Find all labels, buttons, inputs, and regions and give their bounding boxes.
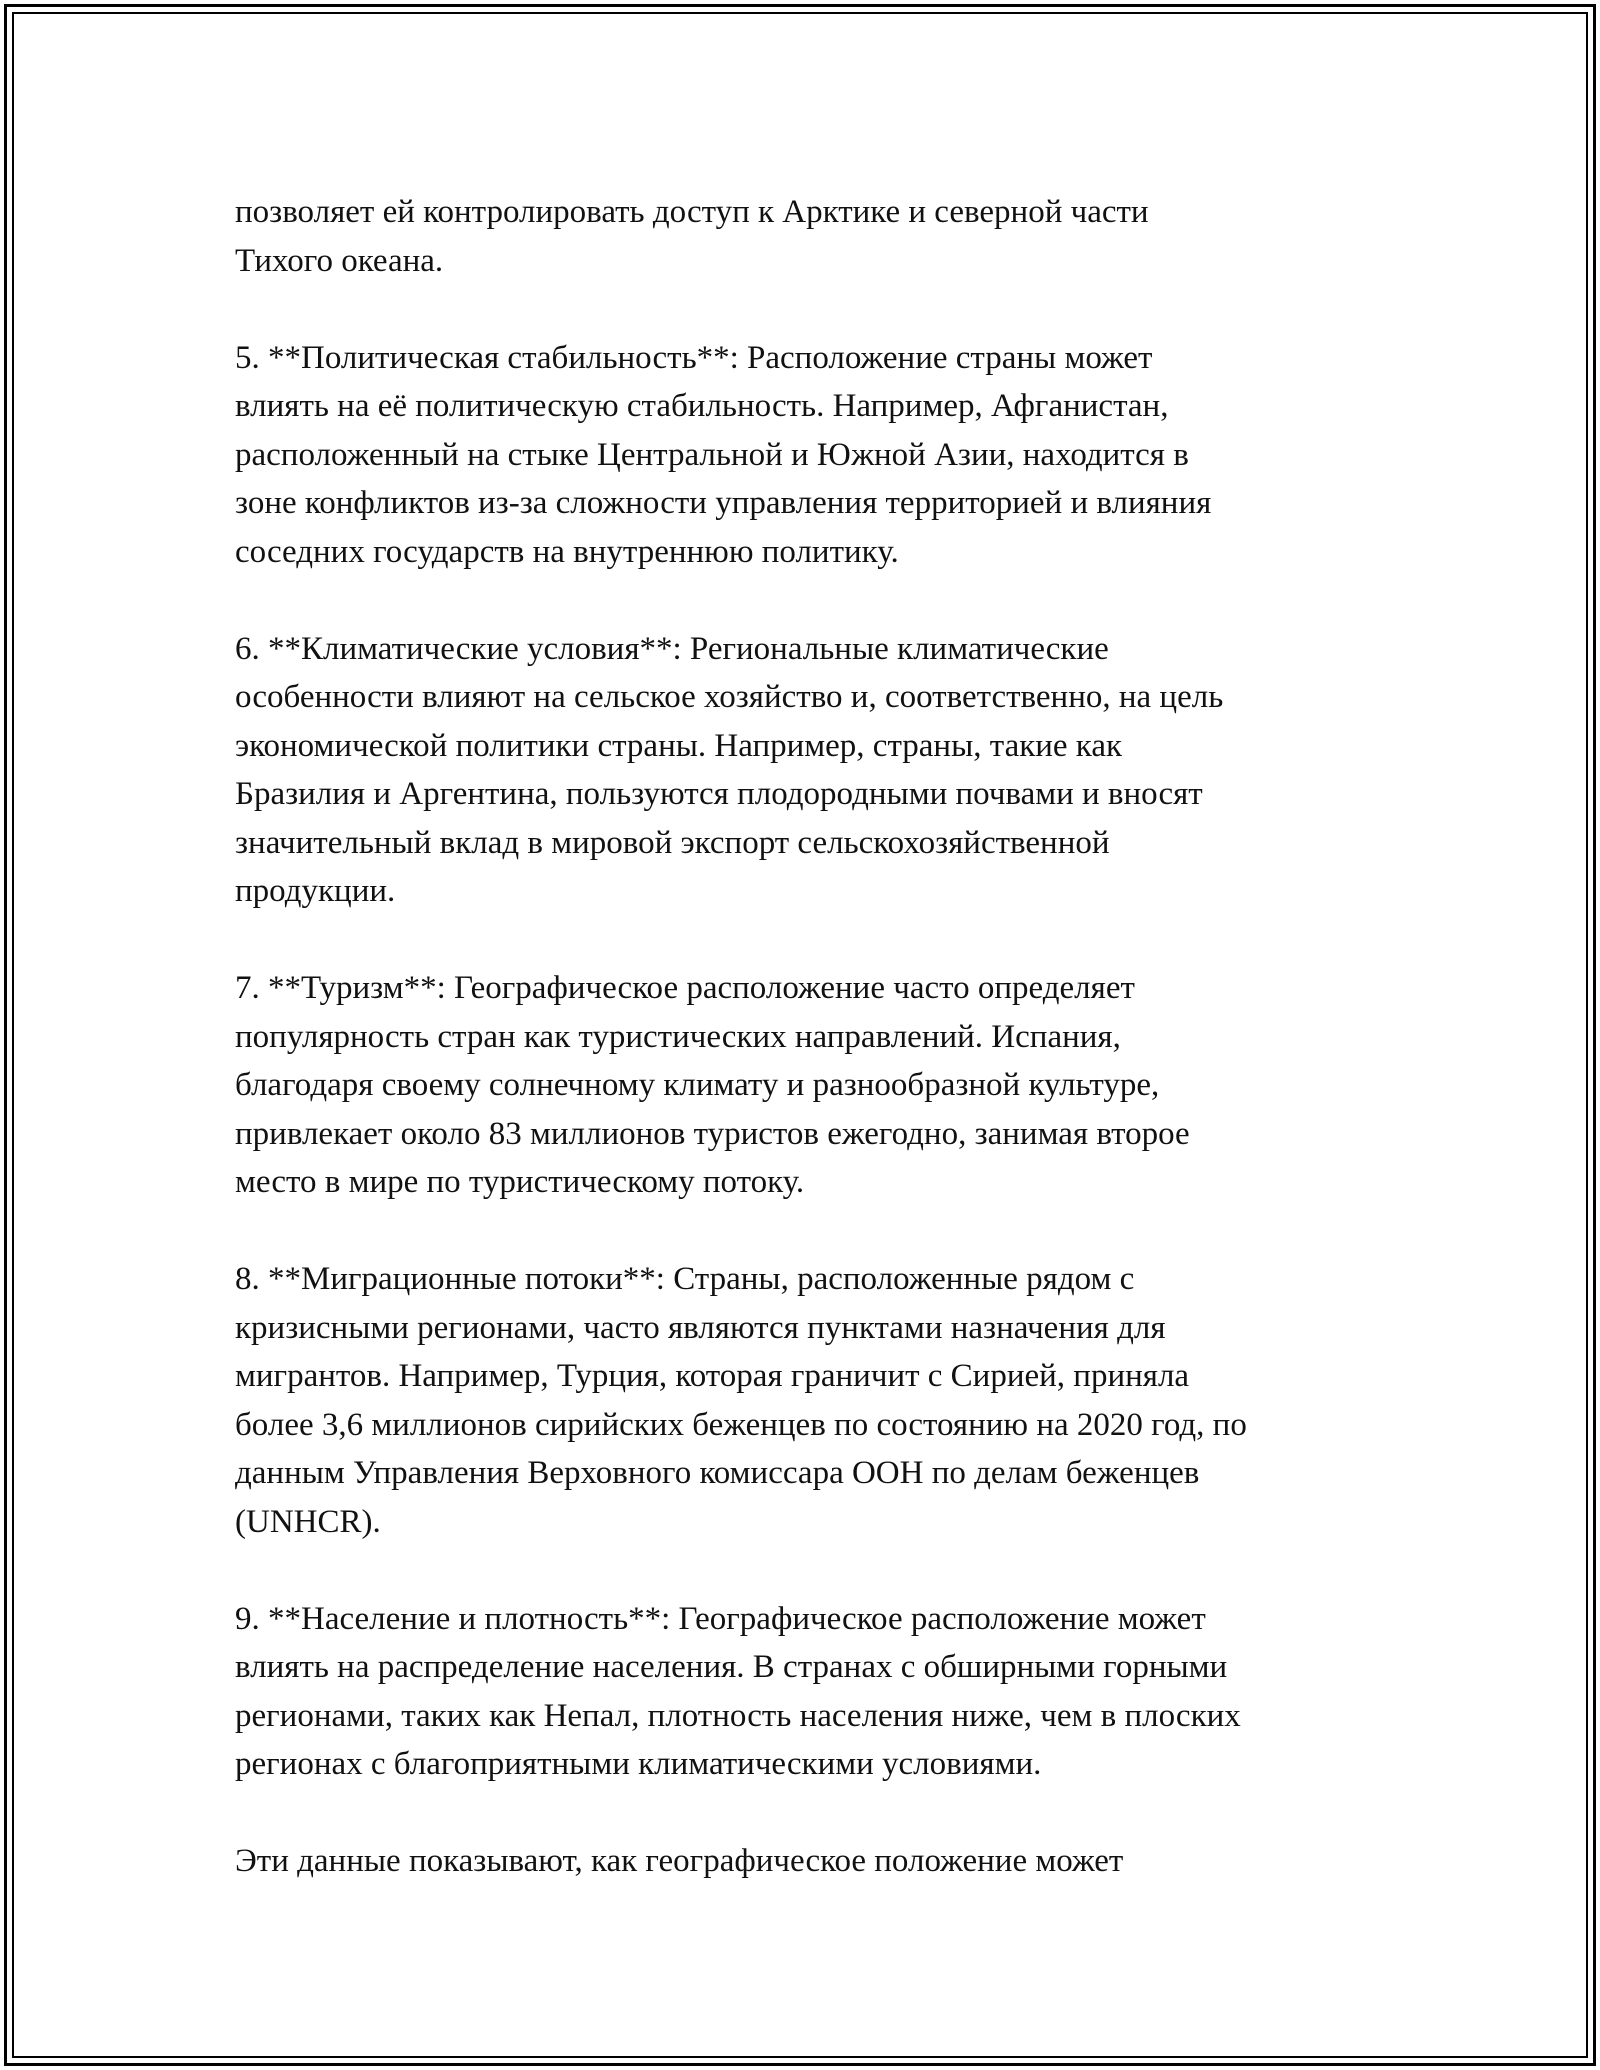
paragraph-tourism: 7. **Туризм**: Географическое расположение часто определяет популярность стран как туристических направлений. Испания, благодаря своему солнечному климату и разнообразной культуре, привлекает около 83 миллионов туристов ежегодно, занимая второе место в мире по туристическому потоку. [235,970,1190,1200]
paragraph-migration-flows: 8. **Миграционные потоки**: Страны, расположенные рядом с кризисными регионами, часто являются пунктами назначения для мигрантов. Например, Турция, которая граничит с Сирией, приняла более 3,6 миллионов сирийских беженцев по состоянию на 2020 год, по данным Управления Верховного комиссара ООН по делам беженцев (UNHCR). [235,1261,1247,1540]
document-body [235,188,1405,1886]
paragraph-conclusion: Эти данные показывают, как географическое положение может [235,1843,1124,1879]
paragraph-continuation: позволяет ей контролировать доступ к Арктике и северной части Тихого океана. [235,194,1149,279]
paragraph-climate-conditions: 6. **Климатические условия**: Региональные климатические особенности влияют на сельское хозяйство и, соответственно, на цель экономической политики страны. Например, страны, такие как Бразилия и Аргентина, пользуются плодородными почвами и вносят значительный вклад в мировой экспорт сельскохозяйственной продукции. [235,630,1224,909]
paragraph-political-stability: 5. **Политическая стабильность**: Расположение страны может влиять на её политическую стабильность. Например, Афганистан, расположенный на стыке Центральной и Южной Азии, находится в зоне конфликтов из-за сложности управления территорией и влияния соседних государств на внутреннюю политику. [235,339,1212,570]
paragraph-population-density: 9. **Население и плотность**: Географическое расположение может влиять на распределение населения. В странах с обширными горными регионами, таких как Непал, плотность населения ниже, чем в плоских регионах с благоприятными климатическими условиями. [235,1600,1241,1782]
